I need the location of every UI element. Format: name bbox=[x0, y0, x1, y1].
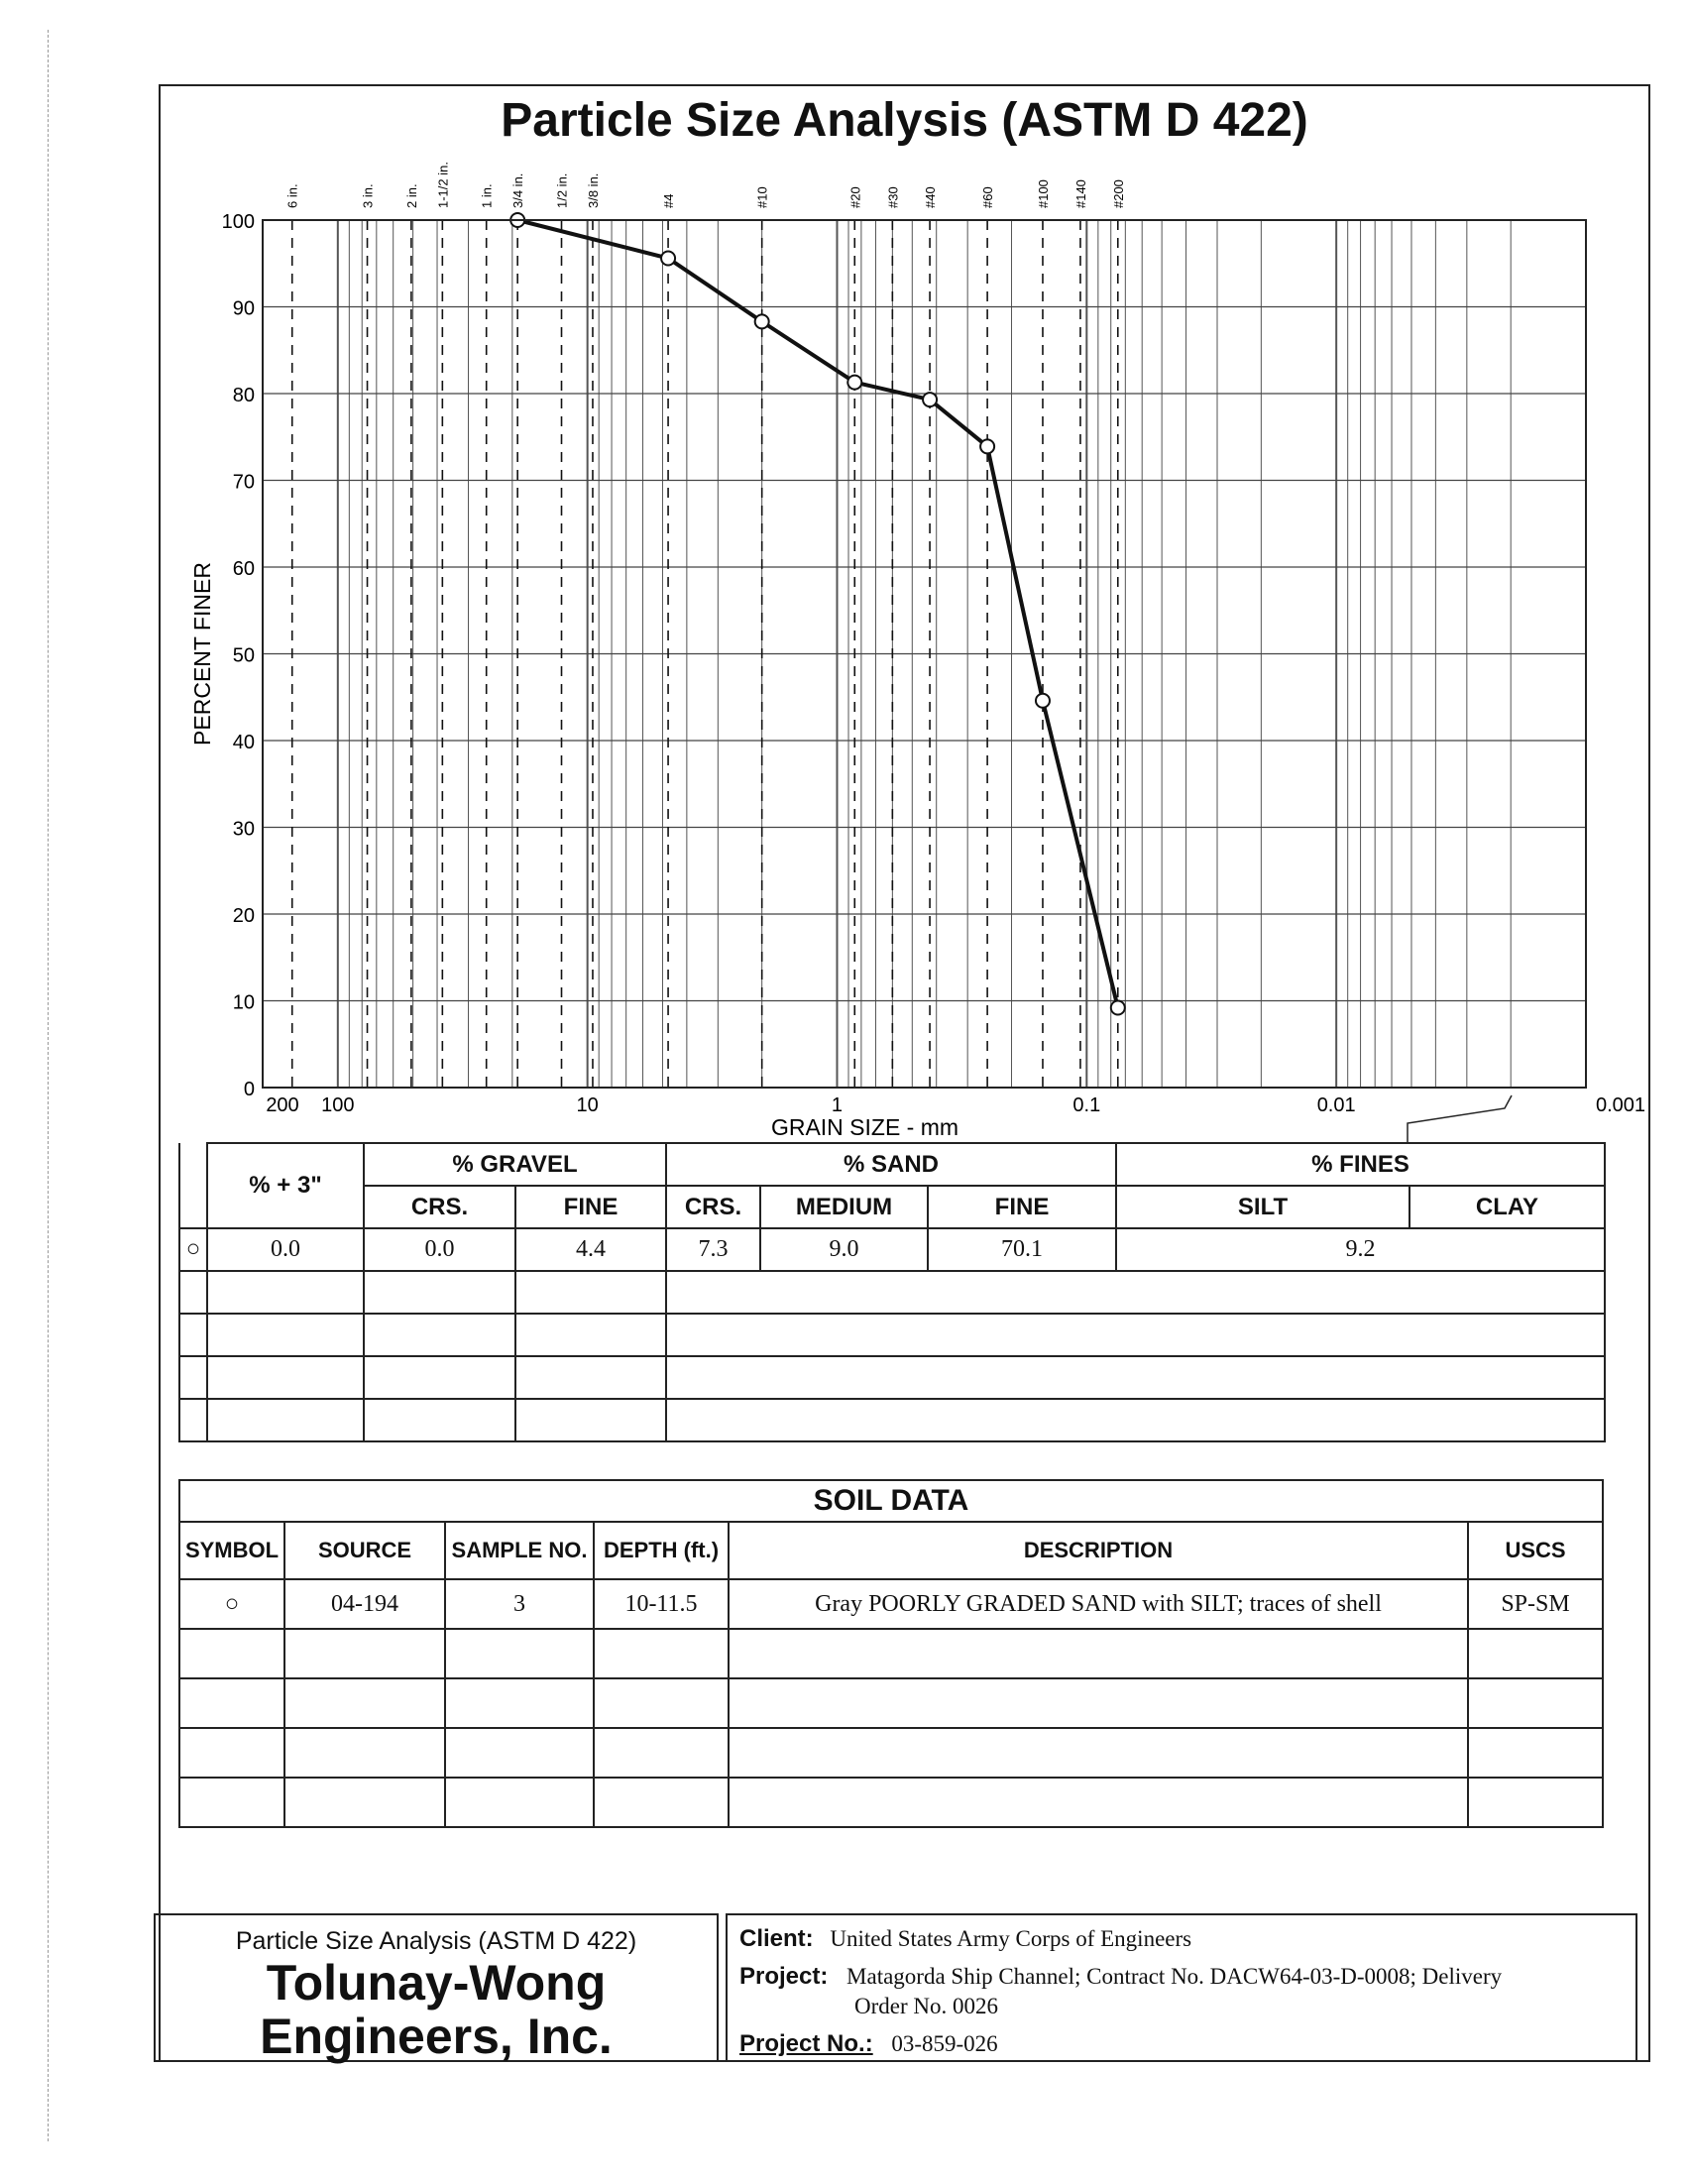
y-tick-label: 20 bbox=[232, 905, 255, 927]
sieve-label: 1 in. bbox=[479, 183, 495, 208]
sand-medium-header: MEDIUM bbox=[760, 1186, 928, 1228]
y-tick-label: 70 bbox=[232, 471, 255, 494]
project-no-value: 03-859-026 bbox=[891, 2031, 998, 2056]
plus3-header: % + 3" bbox=[207, 1143, 364, 1228]
row-symbol: ○ bbox=[179, 1228, 207, 1271]
gravel-crs-header: CRS. bbox=[364, 1186, 515, 1228]
sieve-label: #140 bbox=[1072, 179, 1088, 208]
depth-header: DEPTH (ft.) bbox=[594, 1522, 729, 1579]
sieve-label: #100 bbox=[1035, 179, 1051, 208]
plus3-value: 0.0 bbox=[207, 1228, 364, 1271]
fines-value: 9.2 bbox=[1116, 1228, 1605, 1271]
sieve-label: #40 bbox=[923, 186, 939, 208]
sieve-label: 3 in. bbox=[360, 183, 376, 208]
x-tick-label: 0.001 bbox=[1596, 1094, 1646, 1116]
description-header: DESCRIPTION bbox=[729, 1522, 1468, 1579]
sieve-label: #200 bbox=[1110, 179, 1126, 208]
sieve-label: #20 bbox=[847, 186, 863, 208]
client-value: United States Army Corps of Engineers bbox=[830, 1926, 1192, 1951]
data-point bbox=[755, 314, 769, 328]
y-axis-label: PERCENT FINER bbox=[189, 562, 215, 746]
table-row bbox=[179, 1314, 1605, 1356]
soil-sample: 3 bbox=[445, 1579, 594, 1629]
sieve-label: 2 in. bbox=[403, 183, 419, 208]
table-row bbox=[179, 1629, 1603, 1678]
table-row bbox=[179, 1356, 1605, 1399]
sand-fine-value: 70.1 bbox=[928, 1228, 1116, 1271]
table-row bbox=[179, 1778, 1603, 1827]
y-tick-label: 80 bbox=[232, 385, 255, 406]
x-axis-label: GRAIN SIZE - mm bbox=[770, 1114, 959, 1140]
sieve-label: #4 bbox=[661, 193, 677, 208]
y-tick-label: 90 bbox=[232, 297, 255, 320]
client-label: Client: bbox=[739, 1925, 814, 1952]
project-line1: Matagorda Ship Channel; Contract No. DACW64-03-D-0008; Delivery bbox=[846, 1964, 1503, 1989]
sieve-label: 3/8 in. bbox=[585, 172, 601, 208]
soil-data-title: SOIL DATA bbox=[179, 1480, 1603, 1522]
table-row bbox=[179, 1579, 1603, 1629]
sieve-label: #60 bbox=[980, 186, 996, 208]
data-point bbox=[1036, 694, 1050, 708]
footer-company-block bbox=[154, 1913, 719, 2062]
y-tick-label: 0 bbox=[243, 1079, 255, 1100]
x-tick-label: 1 bbox=[831, 1094, 844, 1116]
data-points bbox=[510, 213, 1125, 1015]
sand-medium-value: 9.0 bbox=[760, 1228, 928, 1271]
silt-header: SILT bbox=[1116, 1186, 1409, 1228]
data-point bbox=[1111, 1001, 1125, 1015]
table-row bbox=[179, 1399, 1605, 1441]
sieve-label: #10 bbox=[754, 186, 770, 208]
company-name-line1: Tolunay-Wong bbox=[266, 1955, 607, 2011]
symbol-col-header bbox=[179, 1143, 207, 1228]
x-tick-label: 0.1 bbox=[1072, 1094, 1101, 1116]
x-tick-label: 100 bbox=[321, 1094, 355, 1116]
series-line bbox=[517, 220, 1118, 1008]
x-tick-label: 200 bbox=[266, 1094, 299, 1116]
table-row bbox=[179, 1678, 1603, 1728]
sand-crs-header: CRS. bbox=[666, 1186, 760, 1228]
fines-header: % FINES bbox=[1116, 1143, 1605, 1186]
gravel-header: % GRAVEL bbox=[364, 1143, 666, 1186]
project-line2: Order No. 0026 bbox=[854, 1994, 998, 2018]
y-tick-label: 10 bbox=[232, 991, 255, 1014]
y-tick-label: 50 bbox=[232, 644, 255, 667]
project-no-label: Project No.: bbox=[739, 2030, 873, 2057]
chart-title: Particle Size Analysis (ASTM D 422) bbox=[501, 94, 1308, 147]
gravel-fine-value: 4.4 bbox=[515, 1228, 666, 1271]
data-point bbox=[661, 252, 675, 266]
soil-source: 04-194 bbox=[284, 1579, 445, 1629]
sieve-label: #30 bbox=[885, 186, 901, 208]
sieve-label: 3/4 in. bbox=[510, 172, 526, 208]
leader-line bbox=[1408, 1095, 1512, 1142]
data-point bbox=[980, 439, 994, 453]
y-tick-label: 40 bbox=[232, 732, 255, 753]
soil-symbol: ○ bbox=[179, 1579, 284, 1629]
clay-header: CLAY bbox=[1409, 1186, 1605, 1228]
soil-data-table bbox=[178, 1479, 1604, 1828]
y-tick-label: 100 bbox=[221, 211, 255, 233]
y-tick-label: 30 bbox=[232, 818, 255, 841]
source-header: SOURCE bbox=[284, 1522, 445, 1579]
y-tick-label: 60 bbox=[232, 558, 255, 580]
gravel-fine-header: FINE bbox=[515, 1186, 666, 1228]
sand-crs-value: 7.3 bbox=[666, 1228, 760, 1271]
project-label: Project: bbox=[739, 1963, 829, 1990]
sieve-label: 1/2 in. bbox=[554, 172, 570, 208]
sieve-labels bbox=[285, 162, 1126, 208]
sieve-label: 1-1/2 in. bbox=[435, 162, 451, 208]
gravel-crs-value: 0.0 bbox=[364, 1228, 515, 1271]
sieve-label: 6 in. bbox=[284, 183, 300, 208]
data-point bbox=[923, 393, 937, 406]
x-tick-labels bbox=[266, 1094, 1645, 1116]
footer-project-block bbox=[726, 1913, 1637, 2062]
sand-header: % SAND bbox=[666, 1143, 1116, 1186]
sand-fine-header: FINE bbox=[928, 1186, 1116, 1228]
table-row bbox=[179, 1228, 1605, 1271]
major-grid bbox=[263, 220, 1586, 1088]
x-tick-label: 0.01 bbox=[1316, 1094, 1356, 1116]
gradation-summary-table bbox=[178, 1142, 1606, 1442]
company-name-line2: Engineers, Inc. bbox=[260, 2009, 613, 2064]
table-row bbox=[179, 1728, 1603, 1778]
data-point bbox=[847, 376, 861, 390]
soil-depth: 10-11.5 bbox=[594, 1579, 729, 1629]
uscs-header: USCS bbox=[1468, 1522, 1603, 1579]
soil-uscs: SP-SM bbox=[1468, 1579, 1603, 1629]
table-row bbox=[179, 1271, 1605, 1314]
y-tick-labels bbox=[222, 211, 255, 1100]
footer-subtitle: Particle Size Analysis (ASTM D 422) bbox=[235, 1927, 637, 1955]
symbol-header: SYMBOL bbox=[179, 1522, 284, 1579]
soil-description: Gray POORLY GRADED SAND with SILT; traces of shell bbox=[729, 1579, 1468, 1629]
x-tick-label: 10 bbox=[576, 1094, 599, 1116]
sample-header: SAMPLE NO. bbox=[445, 1522, 594, 1579]
